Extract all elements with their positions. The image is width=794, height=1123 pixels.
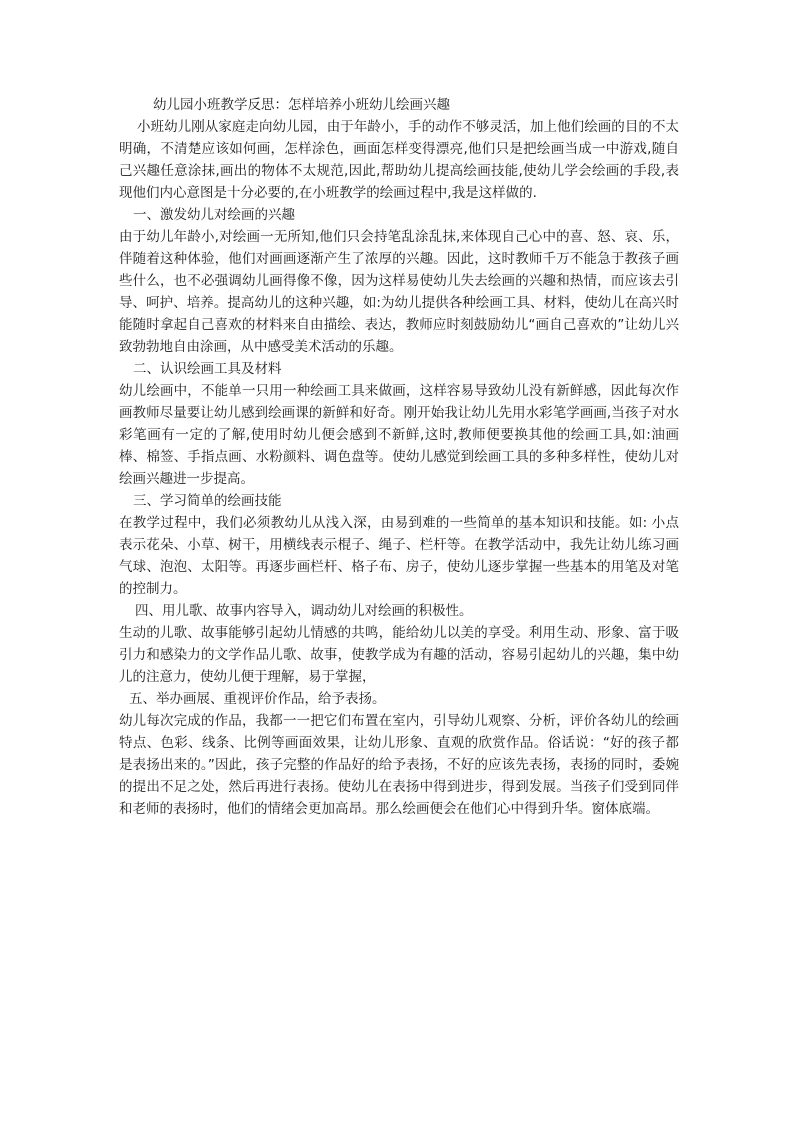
section-heading-1: 一、激发幼儿对绘画的兴趣 [133, 207, 295, 223]
section-body-3: 在教学过程中，我们必须教幼儿从浅入深，由易到难的一些简单的基本知识和技能。如: 小点表示花朵、小草、树干，用横线表示棍子、绳子、栏杆等。在教学活动中，我先让幼儿练习画气球、泡泡、太阳等。再逐步画栏杆、格子布、房子，使幼儿逐步掌握一些基本的用笔及对笔的控制力。 [119, 515, 679, 597]
section-heading-2: 二、认识绘画工具及材料 [133, 361, 282, 377]
section-body-2: 幼儿绘画中，不能单一只用一种绘画工具来做画，这样容易导致幼儿没有新鲜感，因此每次作画教师尽量要让幼儿感到绘画课的新鲜和好奇。刚开始我让幼儿先用水彩笔学画画,当孩子对水彩笔画有一定的了解,使用时幼儿便会感到不新鲜,这时,教师便要换其他的绘画工具,如:油画棒、棉签、手指点画、水粉颜料、调色盘等。使幼儿感觉到绘画工具的多种多样性，使幼儿对绘画兴趣进一步提高。 [119, 383, 679, 487]
document-page [119, 94, 679, 820]
intro-paragraph: 小班幼儿刚从家庭走向幼儿园，由于年龄小，手的动作不够灵活，加上他们绘画的目的不太明确，不清楚应该如何画，怎样涂色，画面怎样变得漂亮,他们只是把绘画当成一中游戏,随自己兴趣任意涂抹,画出的物体不太规范,因此,帮助幼儿提高绘画技能,使幼儿学会绘画的手段,表现他们内心意图是十分必要的,在小班教学的绘画过程中,我是这样做的. [119, 119, 679, 201]
document-title: 幼儿园小班教学反思：怎样培养小班幼儿绘画兴趣 [153, 97, 450, 113]
section-body-4: 生动的儿歌、故事能够引起幼儿情感的共鸣，能给幼儿以美的享受。利用生动、形象、富于吸引力和感染力的文学作品儿歌、故事，使教学成为有趣的活动，容易引起幼儿的兴趣，集中幼儿的注意力，使幼儿便于理解，易于掌握， [119, 625, 679, 685]
section-heading-4: 四、用儿歌、故事内容导入，调动幼儿对绘画的积极性。 [135, 603, 473, 619]
section-body-5: 幼儿每次完成的作品，我都一一把它们布置在室内，引导幼儿观察、分析，评价各幼儿的绘画特点、色彩、线条、比例等画面效果，让幼儿形象、直观的欣赏作品。俗话说：“好的孩子都是表扬出来的。”因此，孩子完整的作品好的给予表扬，不好的应该先表扬，表扬的同时，委婉的提出不足之处，然后再进行表扬。使幼儿在表扬中得到进步，得到发展。当孩子们受到同伴和老师的表扬时，他们的情绪会更加高昂。那么绘画便会在他们心中得到升华。窗体底端。 [119, 713, 679, 817]
section-heading-5: 五、举办画展、重视评价作品，给予表扬。 [129, 691, 386, 707]
section-body-1: 由于幼儿年龄小,对绘画一无所知,他们只会持笔乱涂乱抹,来体现自己心中的喜、怒、哀、乐，伴随着这种体验，他们对画画逐渐产生了浓厚的兴趣。因此，这时教师千万不能急于教孩子画些什么，也不必强调幼儿画得像不像，因为这样易使幼儿失去绘画的兴趣和热情，而应该去引导、呵护、培养。提高幼儿的这种兴趣，如:为幼儿提供各种绘画工具、材料，使幼儿在高兴时能随时拿起自己喜欢的材料来自由描绘、表达，教师应时刻鼓励幼儿“画自己喜欢的”让幼儿兴致勃勃地自由涂画，从中感受美术活动的乐趣。 [119, 229, 679, 355]
section-heading-3: 三、学习简单的绘画技能 [133, 493, 282, 509]
